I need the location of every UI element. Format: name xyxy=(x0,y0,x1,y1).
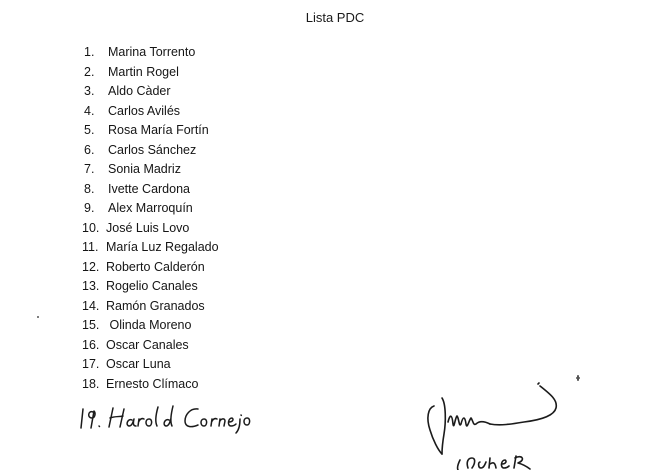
list-item xyxy=(82,160,219,180)
list-item xyxy=(82,82,219,102)
list-item xyxy=(82,238,219,258)
list-item-name: Ivette Cardona xyxy=(108,181,190,196)
list-item-number: 18. xyxy=(82,376,100,391)
list-item-name: Carlos Avilés xyxy=(108,103,181,118)
name-list xyxy=(82,43,219,394)
list-item-number: 15. xyxy=(82,318,100,332)
list-item-number: 2. xyxy=(84,64,95,79)
list-item xyxy=(82,180,219,200)
list-item-name: Ernesto Clímaco xyxy=(106,376,199,391)
list-item-name: Olinda Moreno xyxy=(106,318,192,332)
list-item-name: Oscar Luna xyxy=(106,357,171,371)
list-item-number: 3. xyxy=(84,84,95,98)
list-item-number: 11. xyxy=(82,240,99,254)
list-item xyxy=(82,277,219,297)
list-item xyxy=(82,199,219,219)
list-item-number: 14. xyxy=(82,298,100,313)
list-item xyxy=(82,297,219,317)
list-item-name: Martin Rogel xyxy=(108,64,179,79)
list-item-number: 16. xyxy=(82,337,100,352)
list-item-name: José Luis Lovo xyxy=(106,220,190,235)
list-item xyxy=(82,63,219,83)
scan-speck xyxy=(37,316,39,318)
list-item-number: 10. xyxy=(82,220,100,235)
list-item-name: María Luz Regalado xyxy=(106,240,219,254)
list-item-number: 4. xyxy=(84,103,95,118)
list-item-name: Aldo Càder xyxy=(108,84,171,98)
list-item-name: Oscar Canales xyxy=(106,337,189,352)
list-item-number: 13. xyxy=(82,279,100,293)
list-item-name: Alex Marroquín xyxy=(108,201,193,215)
list-item xyxy=(82,258,219,278)
list-item-name: Sonia Madriz xyxy=(108,162,181,176)
document-title: Lista PDC xyxy=(305,10,365,25)
list-item-name: Roberto Calderón xyxy=(106,259,205,274)
signature xyxy=(420,378,580,470)
list-item-name: Rosa María Fortín xyxy=(108,123,209,137)
list-item-number: 8. xyxy=(84,181,95,196)
list-item-number: 17. xyxy=(82,357,100,371)
list-item-number: 9. xyxy=(84,201,95,215)
list-item-name: Carlos Sánchez xyxy=(108,142,197,157)
list-item xyxy=(82,355,219,375)
list-item-number: 7. xyxy=(84,162,95,176)
list-item xyxy=(82,375,219,395)
list-item-number: 1. xyxy=(84,45,95,59)
handwritten-entry-19 xyxy=(78,400,278,434)
list-item-number: 5. xyxy=(84,123,95,137)
list-item xyxy=(82,102,219,122)
list-item-name: Ramón Granados xyxy=(106,298,205,313)
list-item-name: Rogelio Canales xyxy=(106,279,198,293)
list-item-number: 6. xyxy=(84,142,95,157)
scan-speck xyxy=(577,375,579,381)
list-item-number: 12. xyxy=(82,259,100,274)
list-item xyxy=(82,141,219,161)
list-item xyxy=(82,336,219,356)
list-item-name: Marina Torrento xyxy=(108,45,196,59)
list-item xyxy=(82,316,219,336)
list-item xyxy=(82,43,219,63)
list-item xyxy=(82,219,219,239)
list-item xyxy=(82,121,219,141)
